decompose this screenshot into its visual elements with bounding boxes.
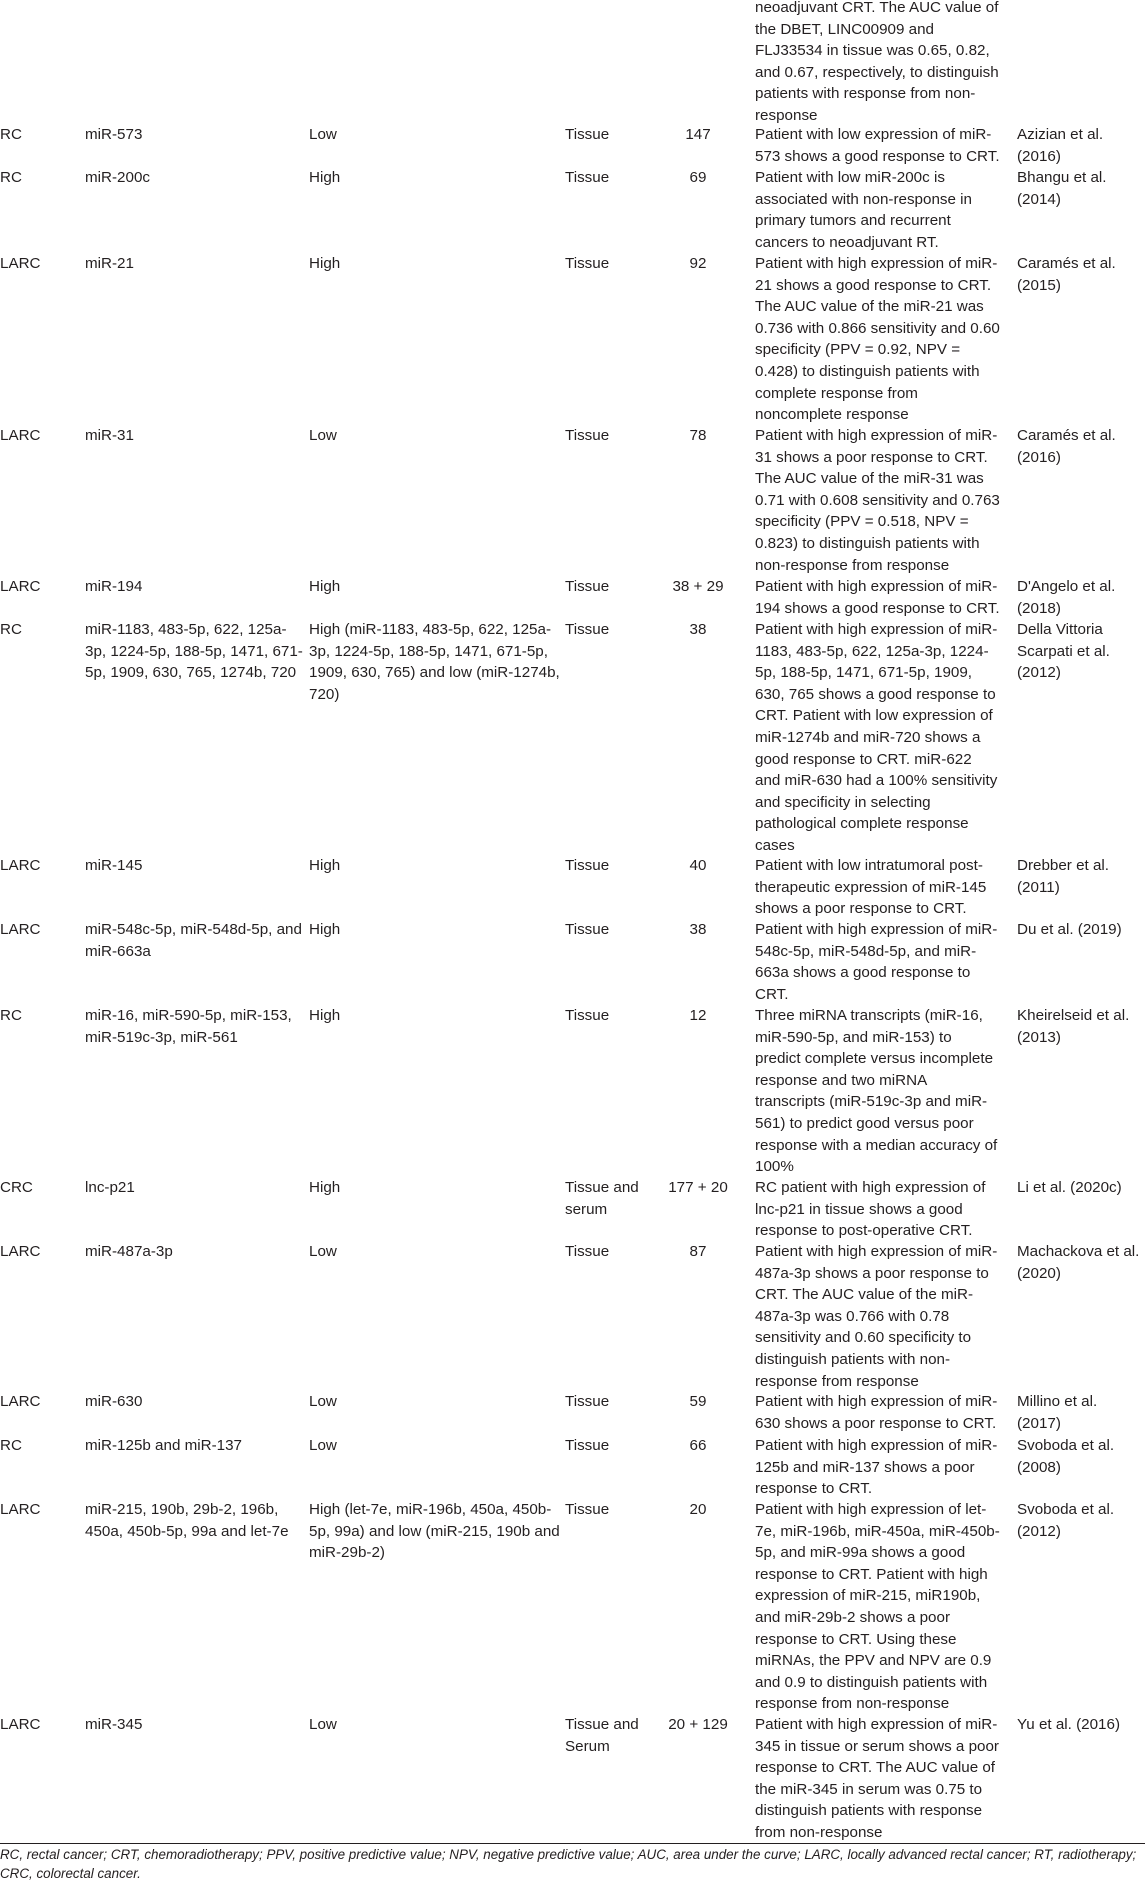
sample-size-cell: 78 — [689, 427, 707, 444]
sample-cell: Tissue — [565, 1437, 610, 1454]
sample-size-cell: 20 — [689, 1501, 707, 1518]
ncrna-cell: miR-215, 190b, 29b-2, 196b, 450a, 450b-5p, 99a and let-7e — [85, 1501, 289, 1540]
reference-cell: Machackova et al. (2020) — [1017, 1243, 1140, 1282]
ncrna-cell: miR-345 — [85, 1716, 143, 1733]
sample-size-cell: 38 — [689, 921, 707, 938]
result-cell: Patient with low expression of miR-573 shows a good response to CRT. — [755, 126, 1000, 165]
cancer-type-cell: LARC — [0, 255, 41, 272]
ncrna-cell: miR-487a-3p — [85, 1243, 173, 1260]
reference-cell: D'Angelo et al. (2018) — [1017, 578, 1116, 617]
ncrna-cell: miR-194 — [85, 578, 143, 595]
ncrna-cell: miR-31 — [85, 427, 134, 444]
ncrna-cell: miR-573 — [85, 126, 143, 143]
reference-cell: Du et al. (2019) — [1017, 921, 1122, 938]
reference-cell: Caramés et al. (2015) — [1017, 255, 1116, 294]
reference-cell: Bhangu et al. (2014) — [1017, 169, 1107, 208]
cancer-type-cell: LARC — [0, 1501, 41, 1518]
expression-cell: Low — [309, 427, 337, 444]
reference-cell: Della Vittoria Scarpati et al. (2012) — [1017, 621, 1110, 682]
sample-size-cell: 66 — [689, 1437, 707, 1454]
result-cell: RC patient with high expression of lnc-p21 in tissue shows a good response to post-operative CRT. — [755, 1179, 986, 1240]
ncrna-cell: miR-630 — [85, 1393, 143, 1410]
expression-cell: Low — [309, 1393, 337, 1410]
sample-cell: Tissue — [565, 578, 610, 595]
sample-cell: Tissue — [565, 1393, 610, 1410]
ncrna-cell: miR-125b and miR-137 — [85, 1437, 243, 1454]
reference-cell: Caramés et al. (2016) — [1017, 427, 1116, 466]
reference-cell: Kheirelseid et al. (2013) — [1017, 1007, 1130, 1046]
expression-cell: Low — [309, 126, 337, 143]
reference-cell: Svoboda et al. (2008) — [1017, 1437, 1115, 1476]
result-cell: Three miRNA transcripts (miR-16, miR-590-5p, and miR-153) to predict complete versus incomplete response and two miRNA transcripts (miR-519c-3p and miR-561) to predict good versus poor response with a median accuracy of 100% — [755, 1007, 998, 1176]
expression-cell: High — [309, 921, 341, 938]
cancer-type-cell: RC — [0, 169, 22, 186]
ncrna-cell: miR-548c-5p, miR-548d-5p, and miR-663a — [85, 921, 302, 960]
cancer-type-cell: CRC — [0, 1179, 33, 1196]
sample-size-cell: 20 + 129 — [668, 1716, 728, 1733]
ncrna-cell: miR-145 — [85, 857, 143, 874]
result-cell: Patient with low intratumoral post-therapeutic expression of miR-145 shows a poor response to CRT. — [755, 857, 987, 918]
sample-cell: Tissue and serum — [565, 1179, 639, 1218]
sample-cell: Tissue — [565, 169, 610, 186]
expression-cell: High (miR-1183, 483-5p, 622, 125a-3p, 1224-5p, 188-5p, 1471, 671-5p, 1909, 630, 765) and low (miR-1274b, 720) — [309, 621, 560, 703]
sample-cell: Tissue — [565, 427, 610, 444]
ncrna-cell: miR-21 — [85, 255, 134, 272]
cancer-type-cell: LARC — [0, 427, 41, 444]
result-cell: Patient with high expression of miR-194 shows a good response to CRT. — [755, 578, 1000, 617]
expression-cell: High — [309, 1007, 341, 1024]
expression-cell: High — [309, 169, 341, 186]
cancer-type-cell: LARC — [0, 1243, 41, 1260]
result-cell: Patient with high expression of miR-21 shows a good response to CRT. The AUC value of the miR-21 was 0.736 with 0.866 sensitivity and 0.60 specificity (PPV = 0.92, NPV = 0.428) to distinguish patients with complete response from noncomplete response — [755, 255, 1000, 424]
cancer-type-cell: RC — [0, 621, 22, 638]
ncrna-cell: lnc-p21 — [85, 1179, 135, 1196]
reference-cell: Millino et al. (2017) — [1017, 1393, 1098, 1432]
cancer-type-cell: RC — [0, 1437, 22, 1454]
sample-cell: Tissue — [565, 857, 610, 874]
sample-cell: Tissue — [565, 1501, 610, 1518]
table-bottom-rule — [0, 1843, 1145, 1844]
sample-size-cell: 177 + 20 — [668, 1179, 728, 1196]
reference-cell: Li et al. (2020c) — [1017, 1179, 1122, 1196]
cancer-type-cell: LARC — [0, 578, 41, 595]
table-footnote: RC, rectal cancer; CRT, chemoradiotherapy; PPV, positive predictive value; NPV, negative predictive value; AUC, area under the curve; LARC, locally advanced rectal cancer; RT, radiotherapy; CRC, colorectal cancer. — [0, 1847, 1137, 1881]
ncrna-cell: miR-1183, 483-5p, 622, 125a-3p, 1224-5p, 188-5p, 1471, 671-5p, 1909, 630, 765, 1274b, 720 — [85, 621, 303, 682]
sample-cell: Tissue — [565, 255, 610, 272]
sample-size-cell: 59 — [689, 1393, 707, 1410]
result-cell: Patient with high expression of miR-548c-5p, miR-548d-5p, and miR-663a shows a good response to CRT. — [755, 921, 998, 1003]
cancer-type-cell: RC — [0, 126, 22, 143]
sample-size-cell: 38 + 29 — [672, 578, 724, 595]
expression-cell: High — [309, 1179, 341, 1196]
result-cell: Patient with high expression of miR-487a-3p shows a poor response to CRT. The AUC value of the miR-487a-3p was 0.766 with 0.78 sensitivity and 0.60 specificity to distinguish patients with non-response from response — [755, 1243, 998, 1390]
cancer-type-cell: LARC — [0, 1393, 41, 1410]
sample-cell: Tissue — [565, 921, 610, 938]
result-cell: Patient with high expression of let-7e, miR-196b, miR-450a, miR-450b-5p, and miR-99a shows a good response to CRT. Patient with high expression of miR-215, miR190b, and miR-29b-2 shows a poor response to CRT. Using these miRNAs, the PPV and NPV are 0.9 and 0.9 to distinguish patients with response from non-response — [755, 1501, 1000, 1713]
reference-cell: Svoboda et al. (2012) — [1017, 1501, 1115, 1540]
sample-cell: Tissue — [565, 126, 610, 143]
result-cell: Patient with high expression of miR-1183, 483-5p, 622, 125a-3p, 1224-5p, 188-5p, 1471, 671-5p, 1909, 630, 765 shows a good response to CRT. Patient with low expression of miR-1274b and miR-720 shows a good response to CRT. miR-622 and miR-630 had a 100% sensitivity and specificity in selecting pathological complete response cases — [755, 621, 998, 854]
expression-cell: High — [309, 578, 341, 595]
result-cell: Patient with high expression of miR-31 shows a poor response to CRT. The AUC value of the miR-31 was 0.71 with 0.608 sensitivity and 0.763 specificity (PPV = 0.518, NPV = 0.823) to distinguish patients with non-response from response — [755, 427, 1000, 574]
expression-cell: High — [309, 255, 341, 272]
sample-size-cell: 40 — [689, 857, 707, 874]
cancer-type-cell: LARC — [0, 1716, 41, 1733]
sample-cell: Tissue — [565, 1007, 610, 1024]
sample-size-cell: 92 — [689, 255, 707, 272]
sample-size-cell: 147 — [685, 126, 711, 143]
sample-cell: Tissue — [565, 1243, 610, 1260]
cancer-type-cell: LARC — [0, 921, 41, 938]
expression-cell: Low — [309, 1437, 337, 1454]
reference-cell: Yu et al. (2016) — [1017, 1716, 1121, 1733]
expression-cell: Low — [309, 1716, 337, 1733]
cancer-type-cell: LARC — [0, 857, 41, 874]
reference-cell: Azizian et al. (2016) — [1017, 126, 1104, 165]
result-cell: Patient with high expression of miR-345 in tissue or serum shows a poor response to CRT. The AUC value of the miR-345 in serum was 0.75 to distinguish patients with response from non-response — [755, 1716, 999, 1841]
sample-cell: Tissue — [565, 621, 610, 638]
result-cell: Patient with high expression of miR-630 shows a poor response to CRT. — [755, 1393, 998, 1432]
ncrna-cell: miR-16, miR-590-5p, miR-153, miR-519c-3p, miR-561 — [85, 1007, 292, 1046]
sample-cell: Tissue and Serum — [565, 1716, 639, 1755]
cancer-type-cell: RC — [0, 1007, 22, 1024]
expression-cell: Low — [309, 1243, 337, 1260]
expression-cell: High (let-7e, miR-196b, 450a, 450b-5p, 99a) and low (miR-215, 190b and miR-29b-2) — [309, 1501, 560, 1562]
continued-result-text: neoadjuvant CRT. The AUC value of the DBET, LINC00909 and FLJ33534 in tissue was 0.65, 0.82, and 0.67, respectively, to distinguish patients with response from non-response — [755, 0, 999, 124]
reference-cell: Drebber et al. (2011) — [1017, 857, 1110, 896]
sample-size-cell: 87 — [689, 1243, 707, 1260]
sample-size-cell: 38 — [689, 621, 707, 638]
expression-cell: High — [309, 857, 341, 874]
sample-size-cell: 69 — [689, 169, 707, 186]
result-cell: Patient with low miR-200c is associated with non-response in primary tumors and recurrent cancers to neoadjuvant RT. — [755, 169, 972, 251]
sample-size-cell: 12 — [689, 1007, 707, 1024]
ncrna-cell: miR-200c — [85, 169, 150, 186]
result-cell: Patient with high expression of miR-125b and miR-137 shows a poor response to CRT. — [755, 1437, 998, 1498]
